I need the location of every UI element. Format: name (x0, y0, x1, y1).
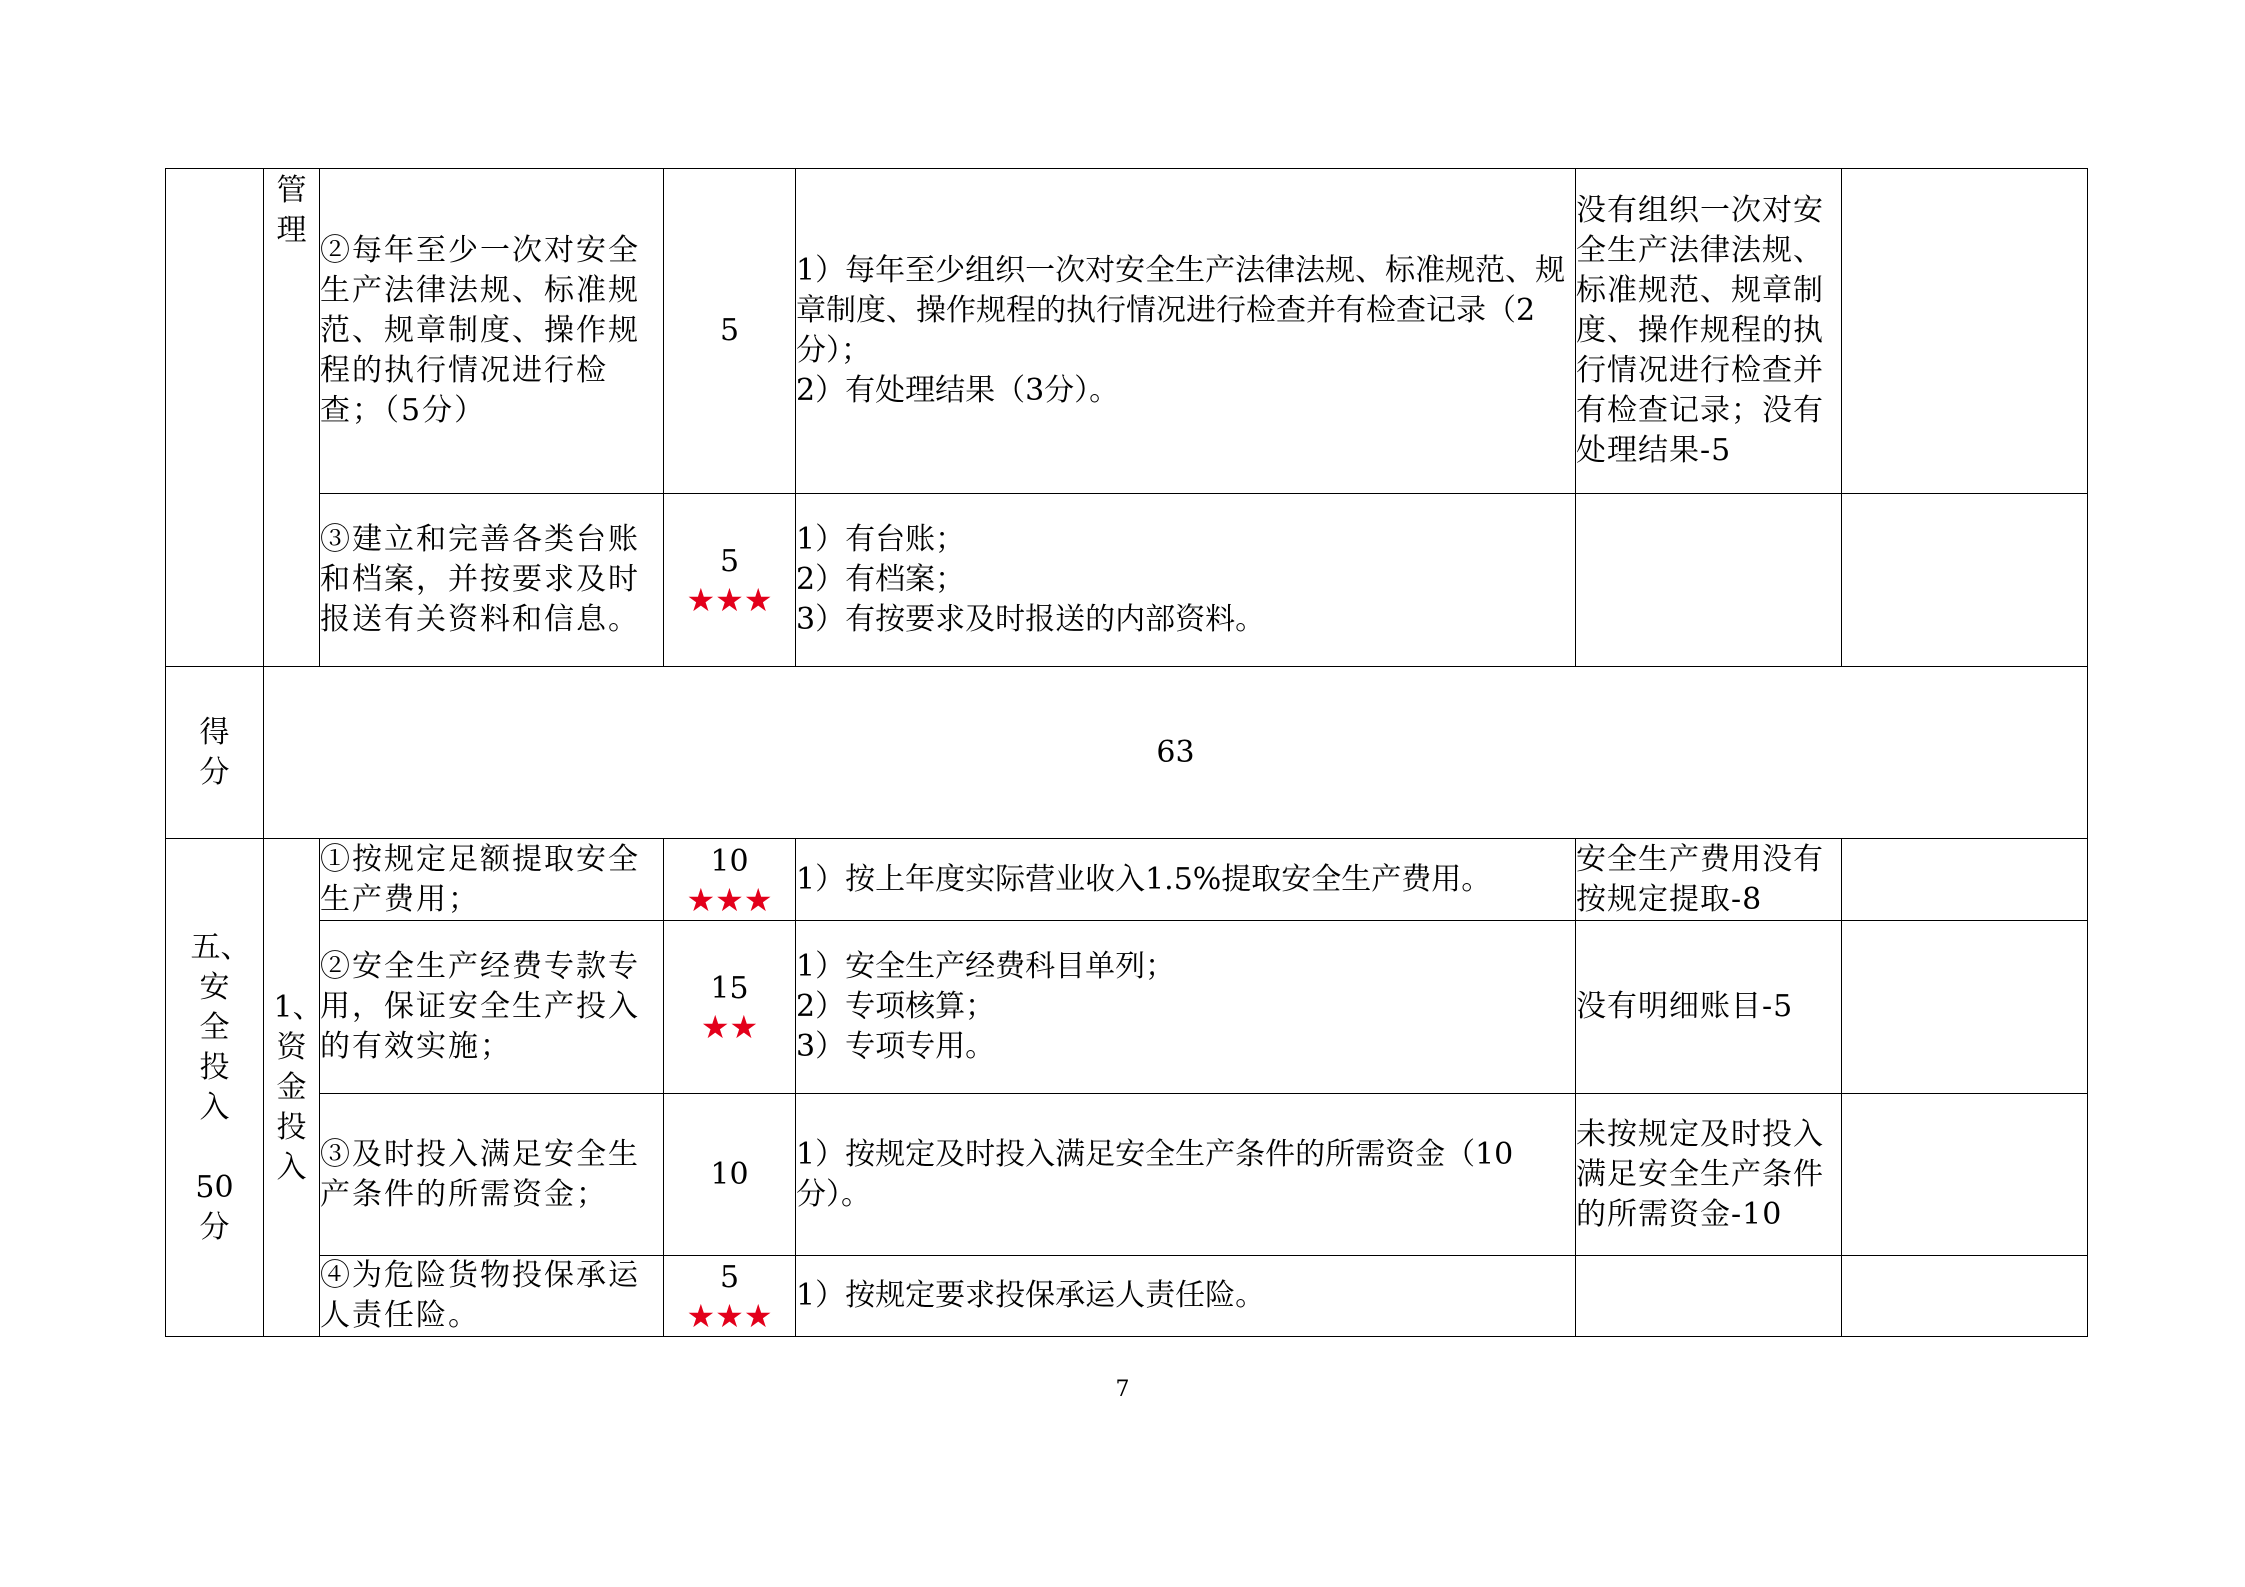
score-cell (1842, 494, 2088, 667)
criteria-line: 2）专项核算； (796, 989, 996, 1024)
table-row (166, 169, 2088, 494)
points-value: 5 (719, 544, 740, 579)
item-cell (320, 494, 664, 667)
item-text: ④为危险货物投保承运人责任险。 (320, 1258, 640, 1333)
criteria-line: 3）有按要求及时报送的内部资料。 (796, 602, 1266, 637)
criteria-line: 1）安全生产经费科目单列； (796, 949, 1176, 984)
deduction-cell (1576, 1094, 1842, 1256)
item-text: ③建立和完善各类台账和档案，并按要求及时报送有关资料和信息。 (320, 522, 640, 637)
points-value: 5 (719, 313, 740, 348)
deduction-cell (1576, 1256, 1842, 1337)
criteria-cell (796, 921, 1576, 1094)
criteria-line: 1）按规定要求投保承运人责任险。 (796, 1278, 1266, 1313)
deduction-cell (1576, 839, 1842, 921)
star-rating: ★★★ (686, 1297, 773, 1335)
item-text: ③及时投入满足安全生产条件的所需资金； (320, 1136, 640, 1212)
score-cell (1842, 169, 2088, 494)
deduction-cell (1576, 169, 1842, 494)
table-row (166, 494, 2088, 667)
item-cell (320, 1094, 664, 1256)
item-text: ②每年至少一次对安全生产法律法规、标准规范、规章制度、操作规程的执行情况进行检查；（5分） (320, 233, 640, 428)
points-cell (664, 494, 796, 667)
category-points: 50分 (195, 1169, 234, 1245)
score-value: 63 (1156, 734, 1195, 770)
criteria-cell (796, 1094, 1576, 1256)
criteria-line: 3）专项专用。 (796, 1029, 996, 1064)
deduction-text: 安全生产费用没有按规定提取-8 (1576, 841, 1824, 917)
category-cell (166, 839, 264, 1337)
deduction-cell (1576, 921, 1842, 1094)
deduction-text: 未按规定及时投入满足安全生产条件的所需资金-10 (1576, 1116, 1824, 1232)
criteria-cell (796, 1256, 1576, 1337)
table-row (166, 1256, 2088, 1337)
points-value: 10 (710, 843, 749, 879)
points-cell (664, 839, 796, 921)
subcategory-cell (264, 839, 323, 1337)
page-number: 7 (1115, 1377, 1130, 1402)
deduction-cell (1576, 494, 1842, 667)
star-rating: ★★ (700, 1008, 759, 1046)
points-cell (664, 1256, 796, 1337)
score-cell (1842, 1256, 2088, 1337)
subcategory-cell (264, 169, 320, 667)
star-rating: ★★★ (686, 581, 773, 619)
criteria-line: 1）每年至少组织一次对安全生产法律法规、标准规范、规章制度、操作规程的执行情况进行检查并有检查记录（2分）； (796, 253, 1566, 368)
score-cell (1842, 921, 2088, 1094)
criteria-cell (796, 839, 1576, 921)
score-label-cell (166, 667, 264, 839)
star-rating: ★★★ (686, 880, 773, 919)
item-cell (320, 169, 664, 494)
table-row (166, 839, 2088, 921)
category-cell-empty (166, 169, 264, 667)
subcategory-label: 管理 (276, 173, 307, 248)
points-value: 15 (710, 971, 749, 1006)
criteria-line: 1）有台账； (796, 522, 966, 557)
item-cell (320, 921, 664, 1094)
score-cell (1842, 1094, 2088, 1256)
criteria-cell (796, 169, 1576, 494)
criteria-line: 1）按规定及时投入满足安全生产条件的所需资金（10分）。 (796, 1136, 1514, 1212)
score-row (166, 667, 2088, 839)
points-cell (664, 1094, 796, 1256)
criteria-line: 2）有处理结果（3分）。 (796, 373, 1120, 408)
score-label: 得分 (199, 714, 230, 790)
criteria-line: 1）按上年度实际营业收入1.5%提取安全生产费用。 (796, 861, 1492, 897)
item-text: ①按规定足额提取安全生产费用； (320, 841, 640, 917)
points-value: 5 (719, 1260, 740, 1295)
deduction-text: 没有组织一次对安全生产法律法规、标准规范、规章制度、操作规程的执行情况进行检查并有检查记录；没有处理结果-5 (1576, 193, 1824, 468)
criteria-cell (796, 494, 1576, 667)
item-cell (320, 1256, 664, 1337)
table-row (166, 1094, 2088, 1256)
points-cell (664, 169, 796, 494)
score-cell (1842, 839, 2088, 921)
table-row (166, 921, 2088, 1094)
deduction-text: 没有明细账目-5 (1576, 989, 1794, 1024)
score-value-cell (264, 667, 2088, 839)
evaluation-table (165, 168, 2088, 1337)
points-cell (664, 921, 796, 1094)
item-cell (320, 839, 664, 921)
item-text: ②安全生产经费专款专用，保证安全生产投入的有效实施； (320, 949, 640, 1064)
subcategory-label: 1、资金投入 (273, 989, 323, 1185)
points-value: 10 (710, 1156, 749, 1192)
category-label: 五、安全投入 (190, 929, 251, 1125)
criteria-line: 2）有档案； (796, 562, 966, 597)
